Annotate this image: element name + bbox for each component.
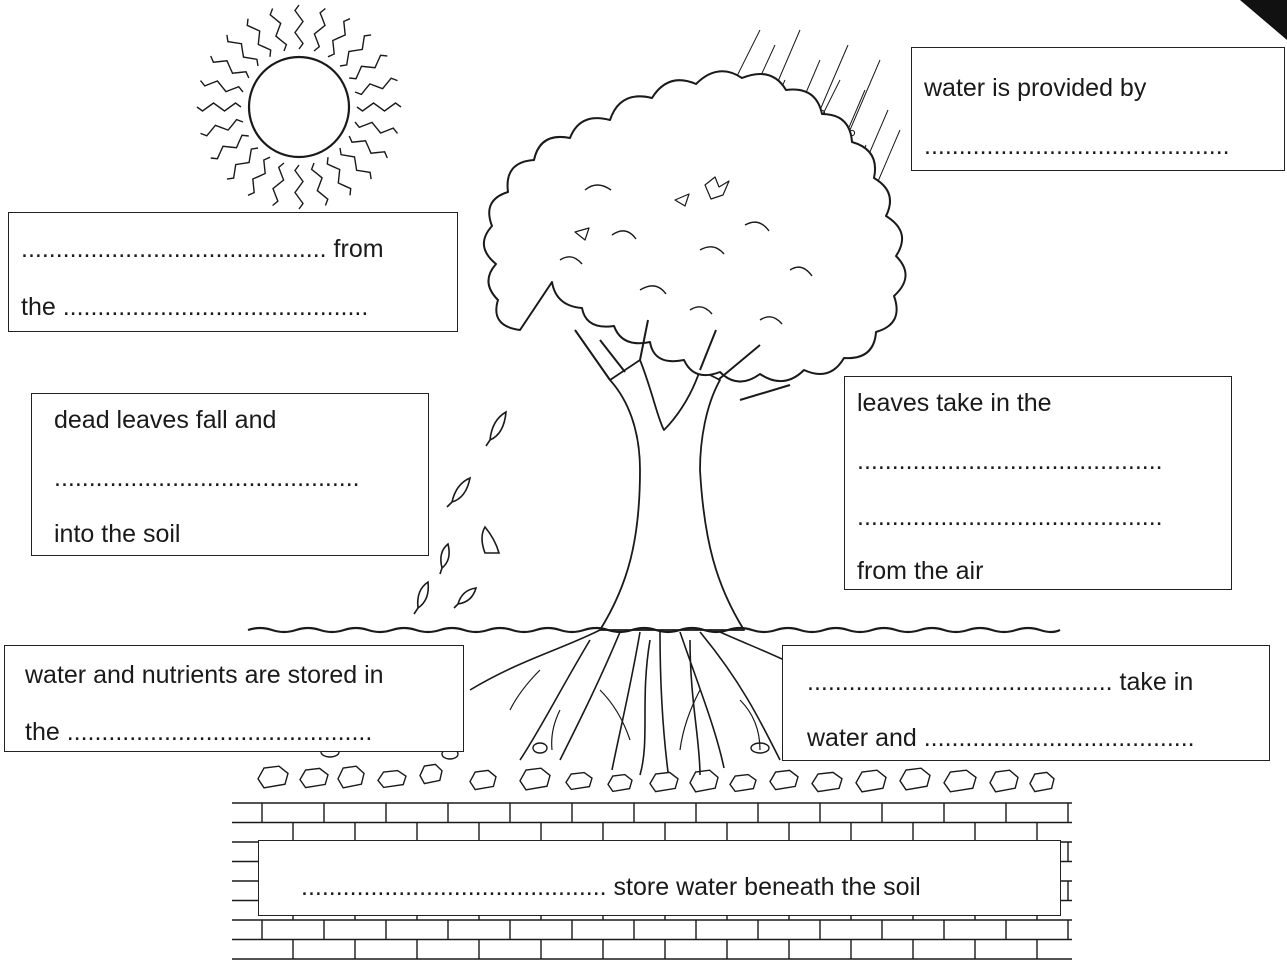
stored-answer-blank[interactable]: the ............................................ — [25, 718, 373, 746]
leaves-take-line-1: leaves take in the — [857, 389, 1052, 417]
stored-line-1: water and nutrients are stored in — [25, 661, 384, 689]
rain-label-line-1: water is provided by — [924, 74, 1147, 102]
roots-answer-blank-1[interactable]: ............................................ take in — [807, 668, 1194, 696]
sun-answer-blank-2[interactable]: the ............................................ — [21, 293, 369, 321]
roots-icon — [470, 630, 820, 775]
roots-answer-blank-2[interactable]: water and ....................................... — [807, 724, 1195, 752]
sun-icon — [197, 5, 401, 209]
leaves-fall-line-1: dead leaves fall and — [54, 406, 277, 434]
leaves-take-label-box — [844, 376, 1232, 590]
ground-line — [248, 628, 1060, 632]
rocks-label-box — [258, 840, 1061, 916]
roots-label-box — [782, 645, 1270, 761]
tree-crown — [484, 71, 906, 381]
sun-label-box — [8, 212, 458, 332]
leaves-take-answer-blank-1[interactable]: ............................................ — [857, 447, 1163, 475]
leaves-take-answer-blank-2[interactable]: ............................................ — [857, 503, 1163, 531]
tree-icon — [484, 71, 906, 630]
rain-answer-blank[interactable]: ............................................ — [924, 132, 1230, 160]
leaves-fall-label-box — [31, 393, 429, 556]
tree-trunk — [600, 360, 744, 630]
leaves-take-line-4: from the air — [857, 557, 984, 585]
sun-answer-blank-1[interactable]: ............................................ from — [21, 235, 384, 263]
leaves-fall-answer-blank[interactable]: ............................................ — [54, 464, 360, 492]
corner-tab-icon — [1240, 0, 1287, 40]
leaves-fall-line-3: into the soil — [54, 520, 181, 548]
rain-label-box — [911, 47, 1285, 171]
rocks-answer-blank[interactable]: ............................................ store water beneath the soil — [301, 873, 921, 901]
stored-label-box — [4, 645, 464, 752]
